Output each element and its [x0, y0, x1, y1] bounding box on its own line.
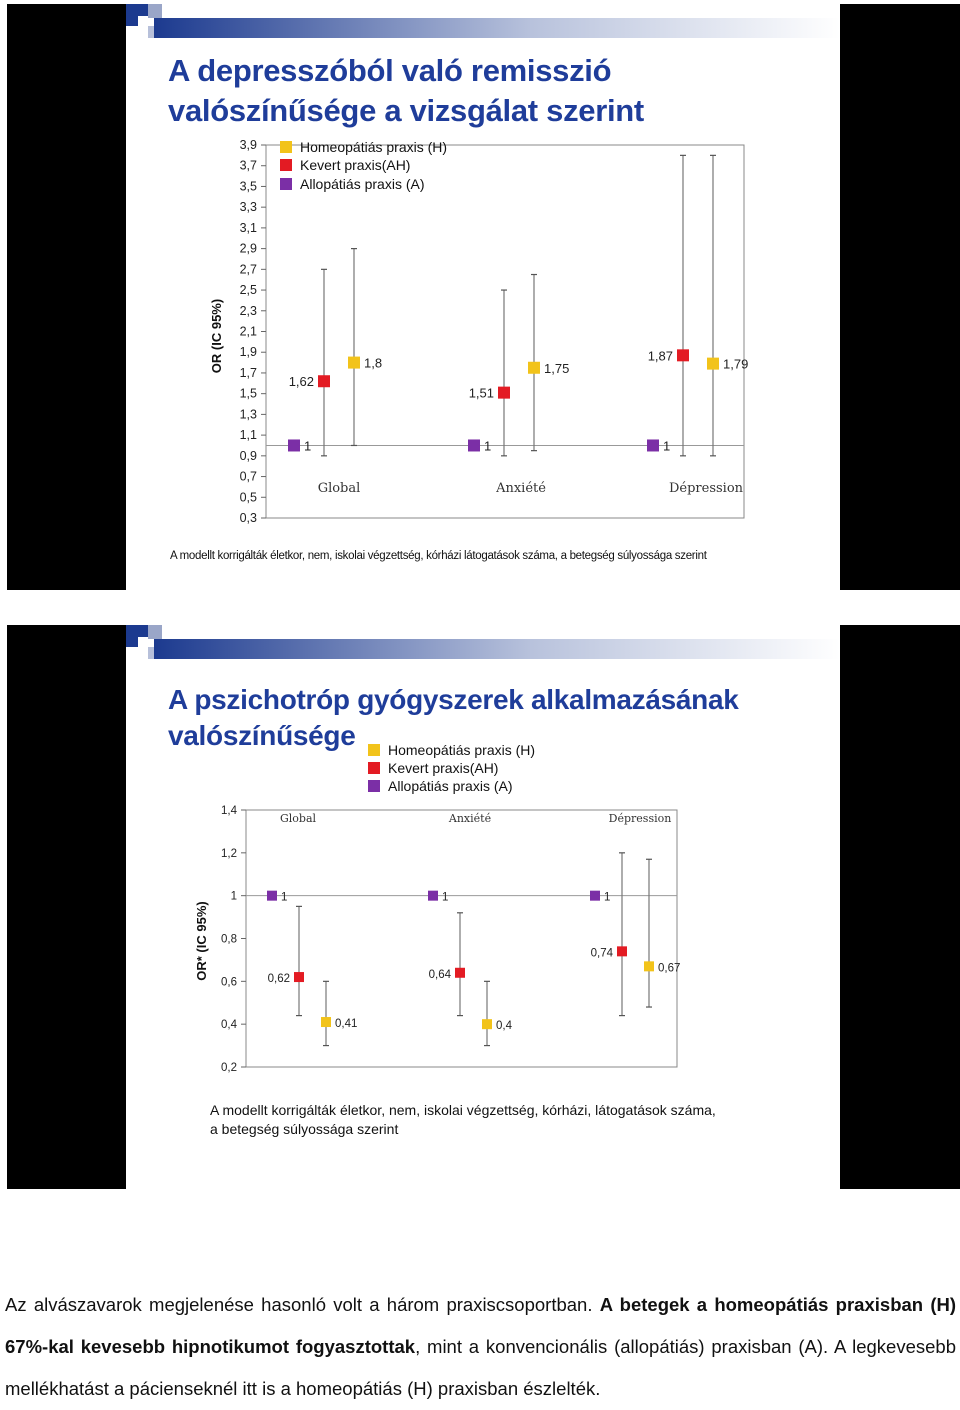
- slide-content: [126, 4, 840, 590]
- data-point: [482, 1019, 492, 1029]
- paragraph-text-2: , mint a konvencionális (allopátiás) praxisban (A). A legkevesebb mellékhatást a pácienseknél itt is a homeopátiás (H) praxisban észlelték.: [5, 1336, 957, 1399]
- y-tick-label: 0,8: [221, 933, 237, 946]
- data-point: [348, 357, 360, 369]
- data-label: 0,41: [335, 1018, 358, 1031]
- y-tick-label: 1,3: [239, 407, 257, 422]
- y-tick-label: 3,7: [239, 158, 257, 173]
- y-tick-label: 2,1: [239, 324, 257, 339]
- data-point: [267, 891, 277, 901]
- legend-swatch: [368, 762, 380, 774]
- y-tick-label: 3,3: [239, 200, 257, 215]
- footnote-line: a betegség súlyossága szerint: [210, 1121, 399, 1137]
- y-tick-label: 1,9: [239, 345, 257, 360]
- category-label: Anxiété: [448, 812, 492, 825]
- legend-label: Homeopátiás praxis (H): [300, 139, 448, 155]
- title-line-2: valószínűsége: [168, 720, 356, 751]
- category-label: Dépression: [668, 481, 744, 496]
- y-tick-label: 1,5: [239, 386, 257, 401]
- legend-swatch: [280, 159, 292, 171]
- legend-swatch: [368, 744, 380, 756]
- legend-label: Allopátiás praxis (A): [388, 778, 513, 794]
- chart-footnote: [210, 1101, 716, 1139]
- y-tick-label: 0,2: [221, 1062, 237, 1074]
- y-tick-label: 2,7: [239, 262, 257, 277]
- title-line-1: A depresszóból való remisszió: [168, 53, 612, 88]
- data-label: 1: [442, 891, 449, 904]
- data-label: 0,64: [428, 968, 451, 981]
- legend-swatch: [368, 780, 380, 792]
- slide-psychotropic: [7, 625, 960, 1189]
- title-line-2: valószínűsége a vizsgálat szerint: [168, 93, 644, 128]
- data-point: [455, 968, 465, 978]
- footnote-line: A modellt korrigálták életkor, nem, iskolai végzettség, kórházi látogatások száma, a betegség súlyossága szerint: [170, 550, 707, 562]
- data-point: [288, 439, 300, 451]
- y-tick-label: 1,1: [239, 428, 257, 443]
- data-label: 1: [604, 891, 611, 904]
- data-point: [590, 891, 600, 901]
- data-point: [294, 972, 304, 982]
- data-label: 1: [281, 891, 288, 904]
- remission-chart: [126, 4, 840, 590]
- legend-item-homeopathic: [280, 139, 447, 155]
- data-label: 0,4: [496, 1020, 512, 1033]
- y-tick-label: 2,9: [239, 241, 257, 256]
- data-label: 1,51: [468, 385, 494, 401]
- y-tick-label: 3,5: [239, 179, 257, 194]
- y-tick-label: 1: [230, 890, 237, 903]
- chart-footnote: [170, 550, 707, 562]
- legend-item-homeopathic: [368, 742, 535, 758]
- plot-frame: [266, 145, 744, 518]
- legend-item-allopathic: [368, 778, 513, 794]
- y-tick-label: 0,4: [221, 1019, 237, 1032]
- y-tick-label: 3,1: [239, 220, 257, 235]
- data-label: 1: [484, 438, 492, 454]
- category-label: Global: [317, 481, 361, 496]
- data-point: [647, 439, 659, 451]
- data-point: [644, 961, 654, 971]
- data-point: [498, 387, 510, 399]
- legend-label: Kevert praxis(AH): [300, 157, 411, 173]
- legend-label: Kevert praxis(AH): [388, 760, 499, 776]
- data-label: 1,87: [647, 348, 673, 364]
- data-point: [321, 1017, 331, 1027]
- y-tick-label: 0,6: [221, 976, 237, 989]
- footnote-line: A modellt korrigálták életkor, nem, iskolai végzettség, kórházi, látogatások száma,: [210, 1102, 716, 1118]
- paragraph-bold-text: A betegek a homeopátiás praxisban (H) 67%-kal kevesebb hipnotikumot fogyasztottak: [5, 1294, 957, 1357]
- data-label: 1,8: [364, 355, 383, 371]
- legend-swatch: [280, 178, 292, 190]
- legend-item-mixed: [368, 760, 498, 776]
- plot-frame: [246, 810, 677, 1067]
- y-tick-label: 0,7: [239, 469, 257, 484]
- y-tick-label: 1,4: [221, 805, 237, 817]
- category-label: Anxiété: [496, 481, 546, 496]
- data-point: [677, 349, 689, 361]
- data-label: 1,62: [288, 374, 314, 390]
- y-tick-label: 0,9: [239, 448, 257, 463]
- data-label: 1: [663, 438, 671, 454]
- y-tick-label: 3,9: [239, 138, 257, 152]
- slide-content: [126, 625, 840, 1189]
- body-paragraph: [5, 1284, 956, 1410]
- data-label: 1,75: [544, 360, 570, 376]
- legend-item-allopathic: [280, 176, 425, 192]
- data-label: 1: [304, 438, 312, 454]
- y-axis-label: OR* (IC 95%): [194, 901, 209, 981]
- y-tick-label: 2,3: [239, 303, 257, 318]
- y-tick-label: 0,3: [239, 511, 257, 525]
- y-axis-label: OR (IC 95%): [209, 298, 224, 374]
- data-point: [428, 891, 438, 901]
- y-tick-label: 1,2: [221, 847, 237, 860]
- y-tick-label: 2,5: [239, 283, 257, 298]
- data-label: 0,62: [267, 973, 290, 986]
- data-label: 0,67: [658, 962, 681, 975]
- slide-remission: [7, 4, 960, 590]
- data-label: 0,74: [590, 947, 613, 960]
- paragraph-text-1: Az alvászavarok megjelenése hasonló volt a három praxiscsoportban.: [5, 1294, 600, 1315]
- data-point: [617, 946, 627, 956]
- data-label: 1,79: [723, 356, 749, 372]
- y-tick-label: 0,5: [239, 490, 257, 505]
- data-point: [468, 439, 480, 451]
- y-tick-label: 1,7: [239, 365, 257, 380]
- legend-swatch: [280, 141, 292, 153]
- category-label: Dépression: [608, 812, 672, 825]
- legend-item-mixed: [280, 157, 410, 173]
- data-point: [707, 358, 719, 370]
- data-point: [318, 375, 330, 387]
- data-point: [528, 362, 540, 374]
- legend-label: Homeopátiás praxis (H): [388, 742, 536, 758]
- legend-label: Allopátiás praxis (A): [300, 176, 425, 192]
- title-line-1: A pszichotróp gyógyszerek alkalmazásának: [168, 684, 739, 715]
- category-label: Global: [279, 812, 317, 825]
